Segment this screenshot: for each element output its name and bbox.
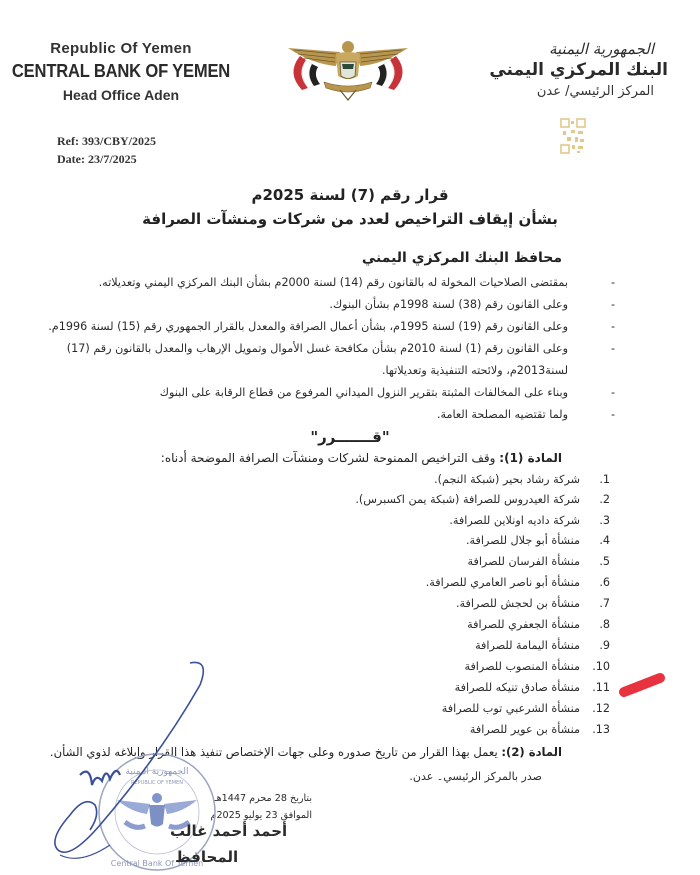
org-name: منشأة الجعفري للصرافة [467,618,580,631]
org-name: منشأة صادق تنيكه للصرافة [454,681,580,694]
hijri-date: بتاريخ 28 محرم 1447هـ [213,793,312,804]
country-name-ar: الجمهورية اليمنية [548,40,654,58]
svg-text:Central Bank Of Yemen: Central Bank Of Yemen [110,859,204,868]
qr-code-icon[interactable] [560,118,586,154]
article-2-text: يعمل بهذا القرار من تاريخ صدوره وعلى جهات الإختصاص تنفيذ هذا القرار وإبلاغه لذوي الشأن. [49,745,502,759]
office-name-en: Head Office Aden [62,87,180,103]
org-name: منشأة بن عوير للصرافة [469,723,580,736]
org-name: منشأة بن لحجش للصرافة. [455,597,580,610]
decision-title [0,186,700,228]
svg-text:الجمهورية اليمنية: الجمهورية اليمنية [125,767,189,777]
org-number: 7. [599,597,610,610]
org-name: منشأة أبو ناصر العامري للصرافة. [425,576,580,589]
bullet-dash: - [610,408,615,421]
preamble-text: بمقتضى الصلاحيات المخولة له بالقانون رقم (14) لسنة 2000م بشأن البنك المركزي اليمني وتعديلاته. [98,276,568,289]
article-1-text: وقف التراخيص الممنوحة لشركات ومنشآت الصرافة الموضحة أدناه: [160,451,500,465]
decision-subject: بشأن إيقاف التراخيص لعدد من شركات ومنشآت الصرافة [142,210,558,228]
org-number: 12. [592,702,610,715]
org-name: منشأة اليمامة للصرافة [475,639,580,652]
preamble-text: وبناء على المخالفات المثبتة بتقرير النزول الميداني المرفوع من قطاع الرقابة على البنوك [159,386,568,399]
org-number: 1. [599,473,610,486]
bullet-dash: - [610,320,615,333]
bullet-dash: - [610,386,615,399]
org-name: منشأة أبو جلال للصرافة. [465,534,580,547]
signatory-name: أحمد أحمد غالب [170,822,288,840]
handwritten-signature-icon [40,655,220,875]
article-1 [161,451,562,465]
yemen-eagle-emblem-icon [278,38,418,104]
org-name: منشأة الفرسان للصرافة [467,555,580,568]
org-name: شركة رشاد بحير (شبكة النجم). [434,473,580,486]
bank-name-en: CENTRAL BANK OF YEMEN [11,61,231,81]
bank-name-ar: البنك المركزي اليمني [489,60,668,80]
org-number: 6. [599,576,610,589]
org-number: 9. [599,639,610,652]
english-letterhead [0,40,242,103]
signatory-title: المحافظ [175,848,239,866]
decision-heading: "قـــــــرر" [310,428,390,446]
decision-number: قرار رقم (7) لسنة 2025م [251,186,449,204]
org-name: شركة العيدروس للصرافة (شبكة يمن اكسبرس). [355,493,580,506]
org-number: 3. [599,514,610,527]
reference-number: Ref: 393/CBY/2025 [57,134,156,148]
governor-heading: محافظ البنك المركزي اليمني [361,250,562,266]
org-number: 5. [599,555,610,568]
bullet-dash: - [610,342,615,355]
org-number: 8. [599,618,610,631]
org-number: 2. [599,493,610,506]
article-1-label: المادة (1): [499,451,562,465]
org-number: 13. [592,723,610,736]
arabic-letterhead [468,40,668,99]
org-name: منشأة المنصوب للصرافة [464,660,580,673]
preamble-text: وعلى القانون رقم (19) لسنة 1995م، بشأن أعمال الصرافة والمعدل بالقرار الجمهوري رقم (15) لسنة 1996م. [48,320,568,333]
issued-at: صدر بالمركز الرئيسي۔ عدن. [409,770,542,783]
org-number: 4. [599,534,610,547]
org-number: 11. [592,681,610,694]
office-name-ar: المركز الرئيسي/ عدن [536,84,654,99]
bullet-dash: - [610,298,615,311]
preamble-text: ولما تقتضيه المصلحة العامة. [436,408,568,421]
org-name: منشأة الشرعبي توب للصرافة [441,702,580,715]
bullet-dash: - [610,276,615,289]
document-date: Date: 23/7/2025 [57,152,137,166]
country-name-en: Republic Of Yemen [50,40,192,57]
preamble-text: وعلى القانون رقم (1) لسنة 2010م بشأن مكافحة غسل الأموال وتمويل الإرهاب والمعدل بالقانون رقم (17) [66,342,568,355]
preamble-text: لسنة2013م، ولائحته التنفيذية وتعديلاتها. [381,364,568,377]
article-2-label: المادة (2): [501,745,562,759]
gregorian-date: الموافق 23 يوليو 2025م [210,810,312,821]
org-name: شركة داديه اونلاين للصرافة. [449,514,580,527]
org-number: 10. [592,660,610,673]
svg-text:REPUBLIC OF YEMEN: REPUBLIC OF YEMEN [131,780,183,786]
red-highlight-mark-icon [618,672,668,698]
preamble-text: وعلى القانون رقم (38) لسنة 1998م بشأن البنوك. [329,298,568,311]
